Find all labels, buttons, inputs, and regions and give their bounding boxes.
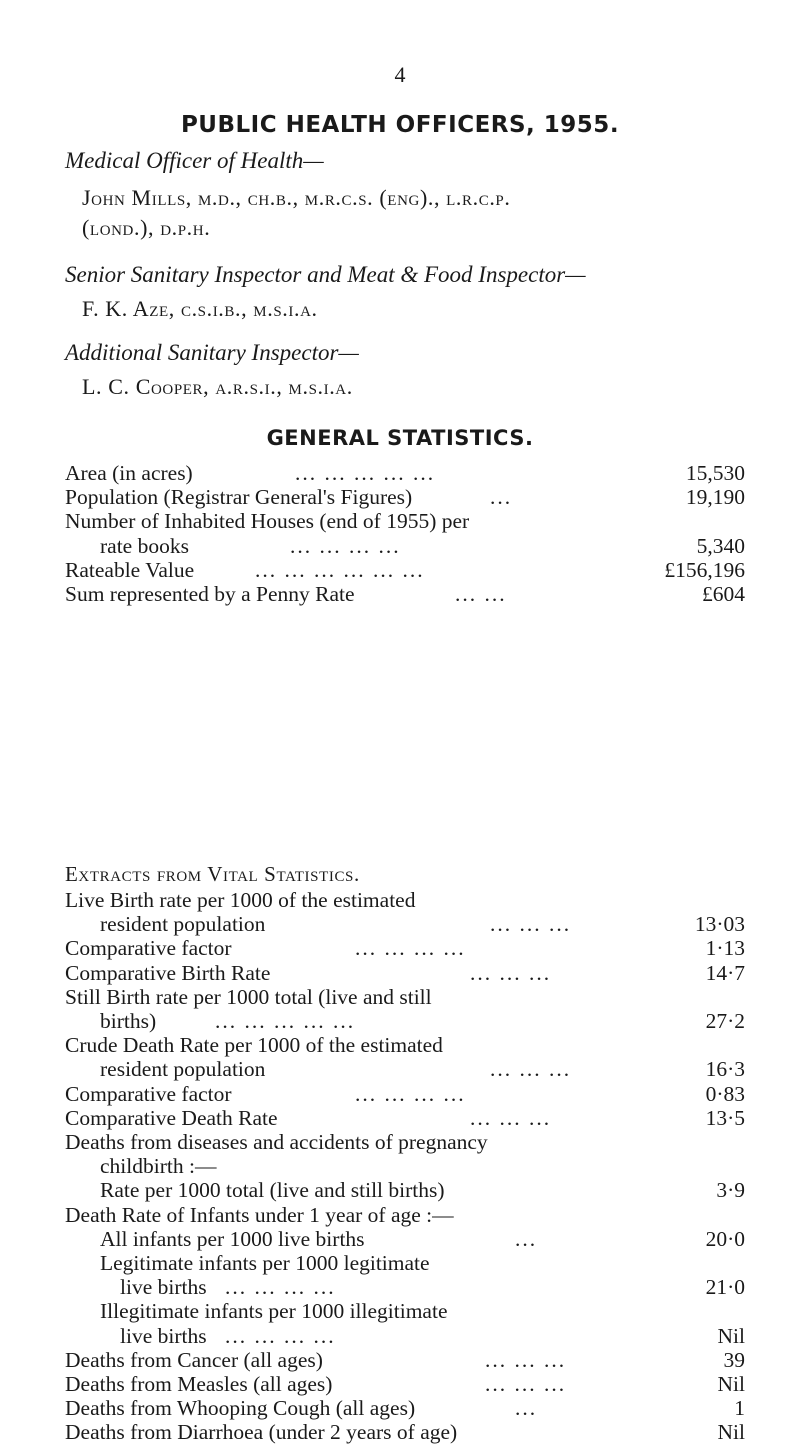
- row-label: rate books: [100, 533, 189, 558]
- row-leader-dots: ... ... ...: [485, 1372, 567, 1396]
- row-label: Comparative Death Rate: [65, 1105, 278, 1130]
- row-label: resident population: [100, 1057, 266, 1082]
- row-label: Deaths from Cancer (all ages): [65, 1347, 323, 1372]
- row-label: Deaths from Diarrhoea (under 2 years of age): [65, 1420, 458, 1445]
- row-label: Comparative Birth Rate: [65, 960, 271, 985]
- row-leader-dots: ... ... ... ... ...: [215, 1009, 356, 1033]
- table-row: [65, 1420, 745, 1450]
- row-leader-dots: ...: [515, 1226, 538, 1251]
- row-label: Sum represented by a Penny Rate: [65, 582, 355, 606]
- officer-name-senior-inspector: F. K. Aze, c.s.i.b., m.s.i.a.: [82, 296, 318, 321]
- row-value: 14·7: [705, 960, 745, 985]
- row-leader-dots: ... ... ... ...: [355, 936, 466, 961]
- row-label: Deaths from diseases and accidents of pregnancy: [65, 1130, 488, 1154]
- row-leader-dots: ...: [490, 485, 513, 510]
- row-value: 16·3: [705, 1057, 745, 1082]
- row-label: Still Birth rate per 1000 total (live and still: [65, 984, 432, 1009]
- row-leader-dots: ... ... ... ...: [355, 1081, 466, 1106]
- row-leader-dots: ... ... ... ... ...: [295, 461, 436, 485]
- row-leader-dots: ... ... ... ...: [225, 1275, 336, 1300]
- row-label: Crude Death Rate per 1000 of the estimated: [65, 1033, 443, 1058]
- row-label: Rateable Value: [65, 557, 195, 582]
- row-label: resident population: [100, 912, 266, 937]
- row-label: Legitimate infants per 1000 legitimate: [100, 1251, 430, 1275]
- page-title: PUBLIC HEALTH OFFICERS, 1955.: [180, 112, 620, 138]
- row-value: 0·83: [705, 1081, 745, 1106]
- general-statistics-heading: GENERAL STATISTICS.: [266, 426, 534, 450]
- officer-name-additional-inspector: L. C. Cooper, a.r.s.i., m.s.i.a.: [82, 374, 353, 399]
- row-leader-dots: ... ... ...: [470, 960, 552, 985]
- row-leader-dots: ... ... ... ...: [225, 1323, 336, 1348]
- officer-role-senior-inspector: Senior Sanitary Inspector and Meat & Food Inspector—: [65, 262, 586, 287]
- row-value: Nil: [717, 1323, 745, 1348]
- row-label: Comparative factor: [65, 1081, 232, 1106]
- row-value: 5,340: [696, 533, 745, 558]
- row-label: Illegitimate infants per 1000 illegitimate: [100, 1299, 448, 1324]
- officer-name-medical: John Mills, m.d., ch.b., m.r.c.s. (eng)., l.r.c.p.: [82, 185, 511, 210]
- row-value: £604: [702, 582, 745, 606]
- row-label: Rate per 1000 total (live and still births): [100, 1178, 445, 1203]
- row-label: Comparative factor: [65, 936, 232, 961]
- row-value: 27·2: [705, 1009, 745, 1033]
- row-value: 13·03: [694, 912, 745, 937]
- row-label: births): [100, 1009, 157, 1033]
- row-value: 15,530: [685, 461, 745, 485]
- row-value: Nil: [717, 1420, 745, 1445]
- row-label: Number of Inhabited Houses (end of 1955) per: [65, 509, 470, 534]
- row-value: Nil: [717, 1372, 745, 1396]
- row-label: live births: [120, 1323, 207, 1348]
- row-label: childbirth :—: [100, 1154, 217, 1179]
- row-label: Deaths from Measles (all ages): [65, 1372, 333, 1396]
- row-label: Deaths from Whooping Cough (all ages): [65, 1396, 416, 1421]
- row-label: live births: [120, 1275, 207, 1300]
- table-row: [65, 582, 745, 612]
- row-leader-dots: ... ... ... ... ... ...: [255, 557, 425, 582]
- officer-name-medical-cont: (lond.), d.p.h.: [82, 215, 211, 240]
- row-leader-dots: ... ...: [455, 582, 507, 606]
- row-label: All infants per 1000 live births: [100, 1226, 365, 1251]
- row-leader-dots: ... ... ...: [485, 1347, 567, 1372]
- row-value: £156,196: [664, 557, 745, 582]
- row-leader-dots: ... ... ...: [490, 1057, 572, 1082]
- officer-role-medical: Medical Officer of Health—: [65, 148, 324, 173]
- row-value: 1·13: [705, 936, 745, 961]
- vital-statistics-heading: Extracts from Vital Statistics.: [65, 862, 360, 886]
- row-leader-dots: ... ... ...: [490, 912, 572, 937]
- row-leader-dots: ...: [515, 1396, 538, 1421]
- row-value: 39: [723, 1347, 745, 1372]
- row-value: 13·5: [705, 1105, 745, 1130]
- row-value: 21·0: [705, 1275, 745, 1300]
- page-number: 4: [394, 62, 406, 87]
- row-leader-dots: ... ... ...: [470, 1105, 552, 1130]
- row-label: Area (in acres): [65, 461, 193, 485]
- officer-role-additional-inspector: Additional Sanitary Inspector—: [65, 340, 359, 365]
- row-label: Population (Registrar General's Figures): [65, 485, 413, 510]
- row-label: Death Rate of Infants under 1 year of age :—: [65, 1202, 454, 1227]
- row-value: 1: [734, 1396, 745, 1421]
- row-value: 3·9: [716, 1178, 745, 1203]
- row-value: 20·0: [705, 1226, 745, 1251]
- row-value: 19,190: [685, 485, 745, 510]
- row-leader-dots: ... ... ... ...: [290, 533, 401, 558]
- row-label: Live Birth rate per 1000 of the estimated: [65, 888, 416, 912]
